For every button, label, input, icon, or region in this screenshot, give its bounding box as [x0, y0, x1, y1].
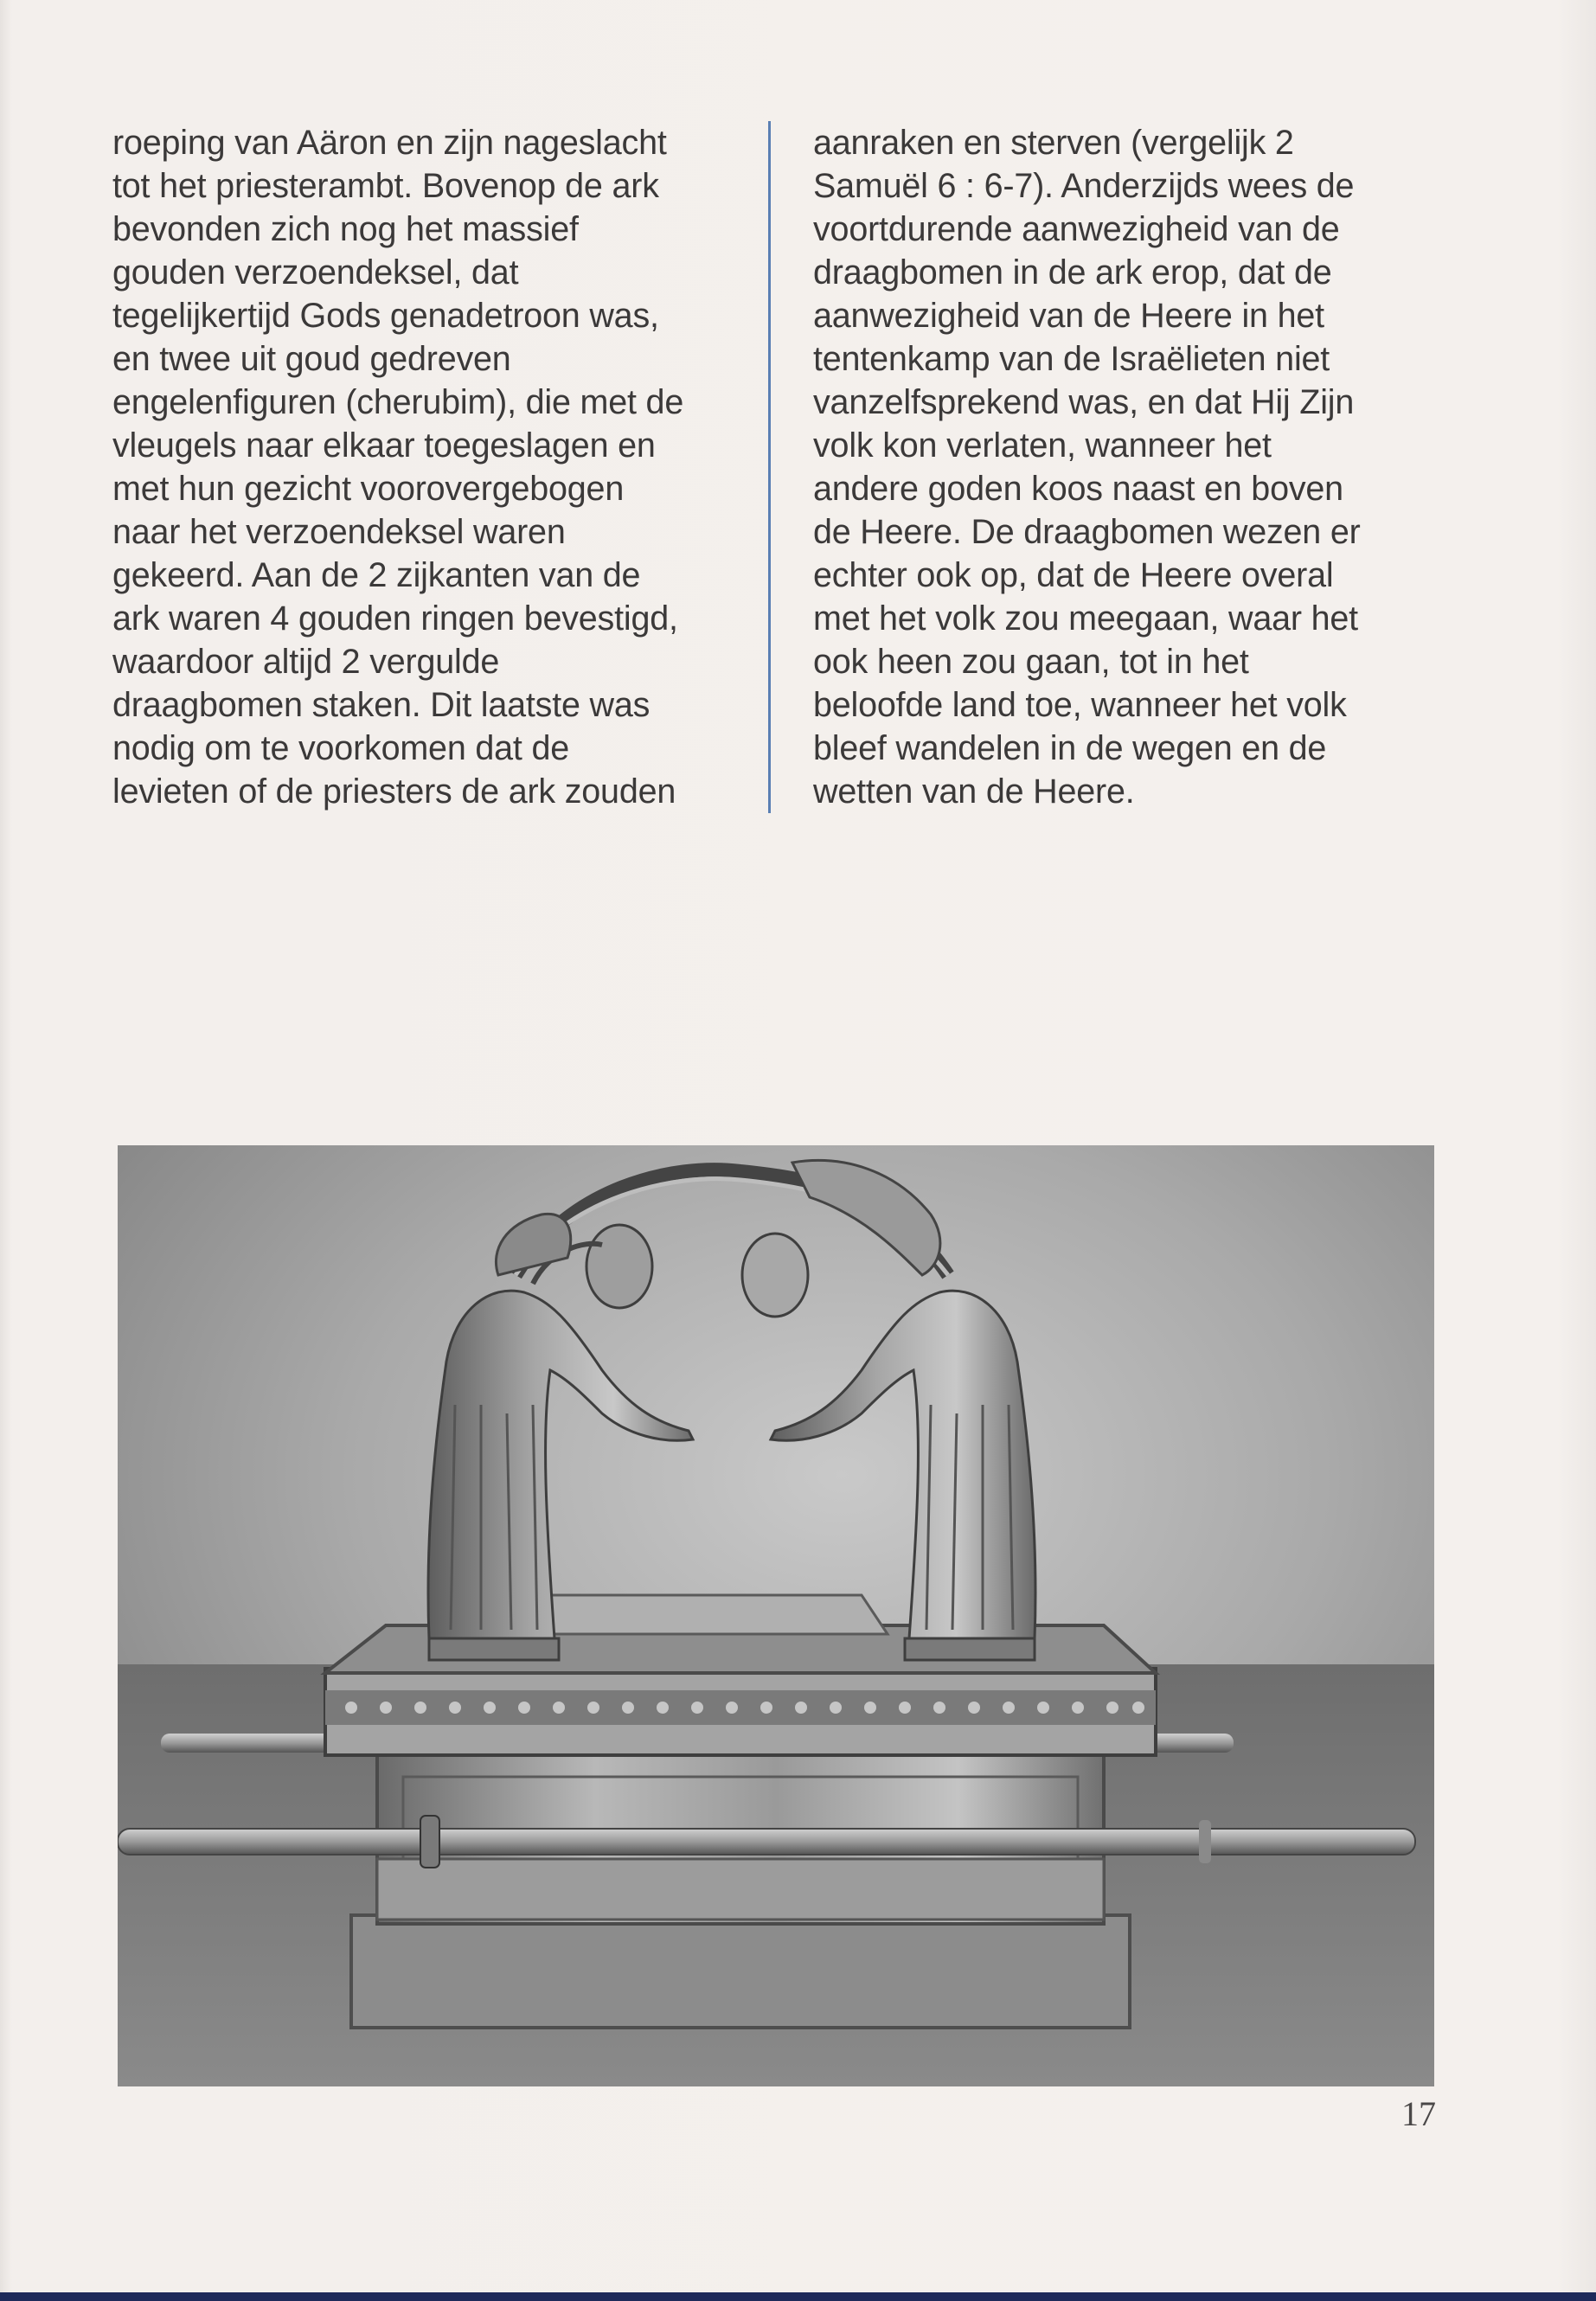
text-line: bevonden zich nog het massief [112, 210, 579, 248]
ark-of-covenant-photo [118, 1145, 1434, 2086]
text-line: met hun gezicht voorovergebogen [112, 470, 625, 508]
text-line: volk kon verlaten, wanneer het [813, 426, 1272, 465]
text-line: andere goden koos naast en boven [813, 470, 1343, 508]
text-line: roeping van Aäron en zijn nageslacht [112, 124, 667, 162]
text-line: ook heen zou gaan, tot in het [813, 643, 1249, 681]
text-line: wetten van de Heere. [813, 772, 1135, 811]
text-line: waardoor altijd 2 vergulde [112, 643, 500, 681]
text-line: en twee uit goud gedreven [112, 340, 511, 378]
text-line: tegelijkertijd Gods genadetroon was, [112, 297, 659, 335]
text-line: ark waren 4 gouden ringen bevestigd, [112, 599, 678, 638]
text-line: tot het priesterambt. Bovenop de ark [112, 167, 659, 205]
text-line: vleugels naar elkaar toegeslagen en [112, 426, 656, 465]
text-line: engelenfiguren (cherubim), die met de [112, 383, 684, 421]
page-bottom-edge [0, 2292, 1596, 2301]
text-line: aanraken en sterven (vergelijk 2 [813, 124, 1294, 162]
text-line: aanwezigheid van de Heere in het [813, 297, 1324, 335]
text-line: draagbomen in de ark erop, dat de [813, 253, 1332, 292]
text-line: Samuël 6 : 6-7). Anderzijds wees de [813, 167, 1355, 205]
text-line: echter ook op, dat de Heere overal [813, 556, 1334, 594]
text-line: vanzelfsprekend was, en dat Hij Zijn [813, 383, 1355, 421]
text-line: voortdurende aanwezigheid van de [813, 210, 1340, 248]
front-carrying-pole [118, 1829, 1415, 1855]
text-line: draagbomen staken. Dit laatste was [112, 686, 651, 724]
page-number: 17 [1401, 2094, 1436, 2133]
text-line: naar het verzoendeksel waren [112, 513, 566, 551]
right-text-column [813, 121, 1453, 813]
column-divider [768, 121, 771, 813]
text-line: met het volk zou meegaan, waar het [813, 599, 1358, 638]
left-text-column [112, 121, 753, 813]
text-line: beloofde land toe, wanneer het volk [813, 686, 1347, 724]
text-line: levieten of de priesters de ark zouden [112, 772, 676, 811]
text-line: tentenkamp van de Israëlieten niet [813, 340, 1330, 378]
ark-base [351, 1915, 1130, 2028]
text-line: de Heere. De draagbomen wezen er [813, 513, 1361, 551]
text-line: nodig om te voorkomen dat de [112, 729, 569, 767]
text-line: gekeerd. Aan de 2 zijkanten van de [112, 556, 641, 594]
text-line: gouden verzoendeksel, dat [112, 253, 519, 292]
text-line: bleef wandelen in de wegen en de [813, 729, 1327, 767]
